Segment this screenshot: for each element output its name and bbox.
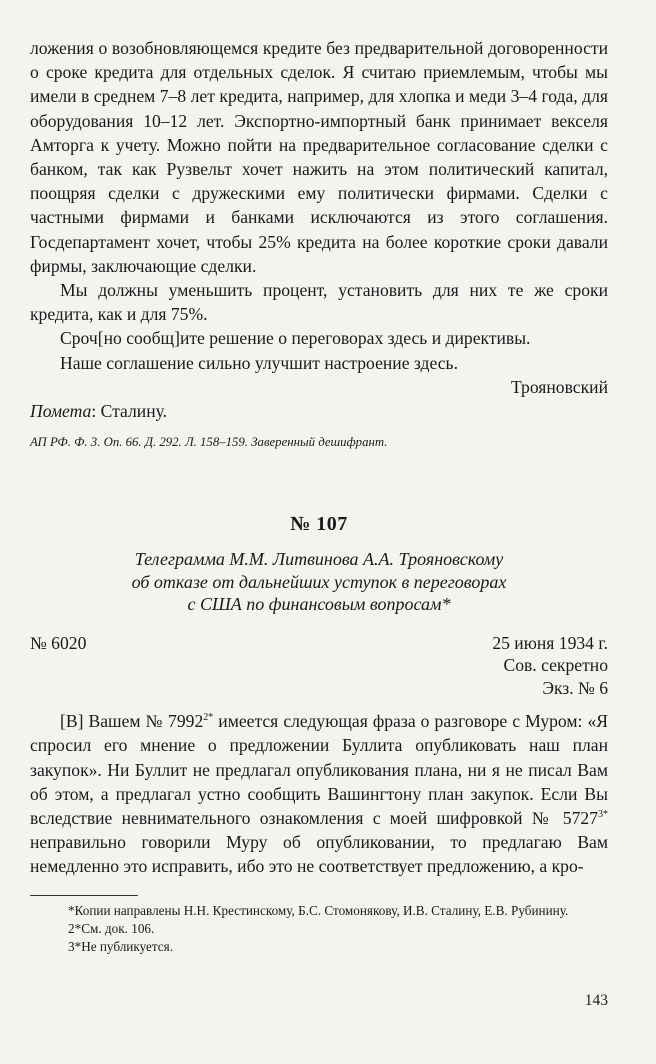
document-page [30, 36, 608, 957]
document-title-line-1: Телеграмма М.М. Литвинова А.А. Трояновскому [134, 549, 504, 570]
body-text-3: неправильно говорили Муру об опубликовании, то предлагаю Вам немедленно это исправить, ибо это не соответствует предложению, а кро- [30, 832, 608, 877]
paragraph-interest: Мы должны уменьшить процент, установить для них те же сроки кредита, как и для 75%. [30, 280, 608, 325]
document-title [30, 548, 608, 616]
note-label: Помета [30, 401, 92, 422]
footnote-2: 2*См. док. 106. [68, 921, 155, 937]
telegram-meta [492, 632, 608, 700]
document-title-line-3: с США по финансовым вопросам* [187, 594, 451, 615]
footnote-1: *Копии направлены Н.Н. Крестинскому, Б.С. Стомонякову, И.В. Сталину, Е.В. Рубинину. [68, 902, 569, 918]
note-value: : Сталину. [91, 401, 168, 422]
paragraph-agreement: Наше соглашение сильно улучшит настроение здесь. [60, 352, 458, 373]
telegram-date: 25 июня 1934 г. [492, 632, 608, 653]
telegram-header [30, 632, 608, 700]
archive-reference: АП РФ. Ф. 3. Оп. 66. Д. 292. Л. 158–159. Заверенный дешифрант. [30, 435, 388, 450]
signature: Трояновский [510, 376, 608, 397]
note-line [30, 399, 608, 423]
telegram-number: № 6020 [30, 632, 87, 653]
copy-number: Экз. № 6 [542, 677, 608, 698]
page-number: 143 [584, 992, 608, 1009]
footnote-ref-3: 3* [598, 809, 608, 821]
footnote-3: 3*Не публикуется. [68, 939, 173, 955]
footnote-ref-2: 2* [203, 712, 214, 724]
continuation-paragraph: ложения о возобновляющемся кредите без предварительной договоренности о сроке кредита для отдельных сделок. Я считаю приемлемым, чтобы мы имели в среднем 7–8 лет кредита, например, для хлопка и меди 3–4 года, для оборудования 10–12 лет. Экспортно-импортный банк принимает векселя Амторга к учету. Можно пойти на предварительное согласование сделки с банком, так как Рузвельт хочет нажить на этом политический капитал, поощряя сделки с дружескими ему политически фирмами. Сделки с частными фирмами и банками исключаются из этого соглашения. Госдепартамент хочет, чтобы 25% кредита на более короткие сроки давали фирмы, заключающие сделки. [30, 38, 608, 276]
paragraph-request: Сроч[но сообщ]ите решение о переговорах здесь и директивы. [60, 328, 531, 349]
document-number: № 107 [290, 513, 348, 536]
classification: Сов. секретно [503, 655, 608, 676]
body-text-1: [В] Вашем № 7992 [60, 711, 204, 732]
footnote-divider [30, 895, 138, 896]
document-title-line-2: об отказе от дальнейших уступок в переговорах [131, 571, 507, 592]
telegram-body [30, 709, 608, 878]
body-text-2: имеется следующая фраза о разговоре с Муром: «Я спросил его мнение о предложении Буллита опубликовать наш план закупок». Ни Буллит не предлагал опубликования плана, ни я не писал Вам об этом, а предлагал устно сообщить Вашингтону план закупок. Если Вы вследствие невнимательного ознакомления с моей шифровкой № 5727 [30, 711, 608, 829]
